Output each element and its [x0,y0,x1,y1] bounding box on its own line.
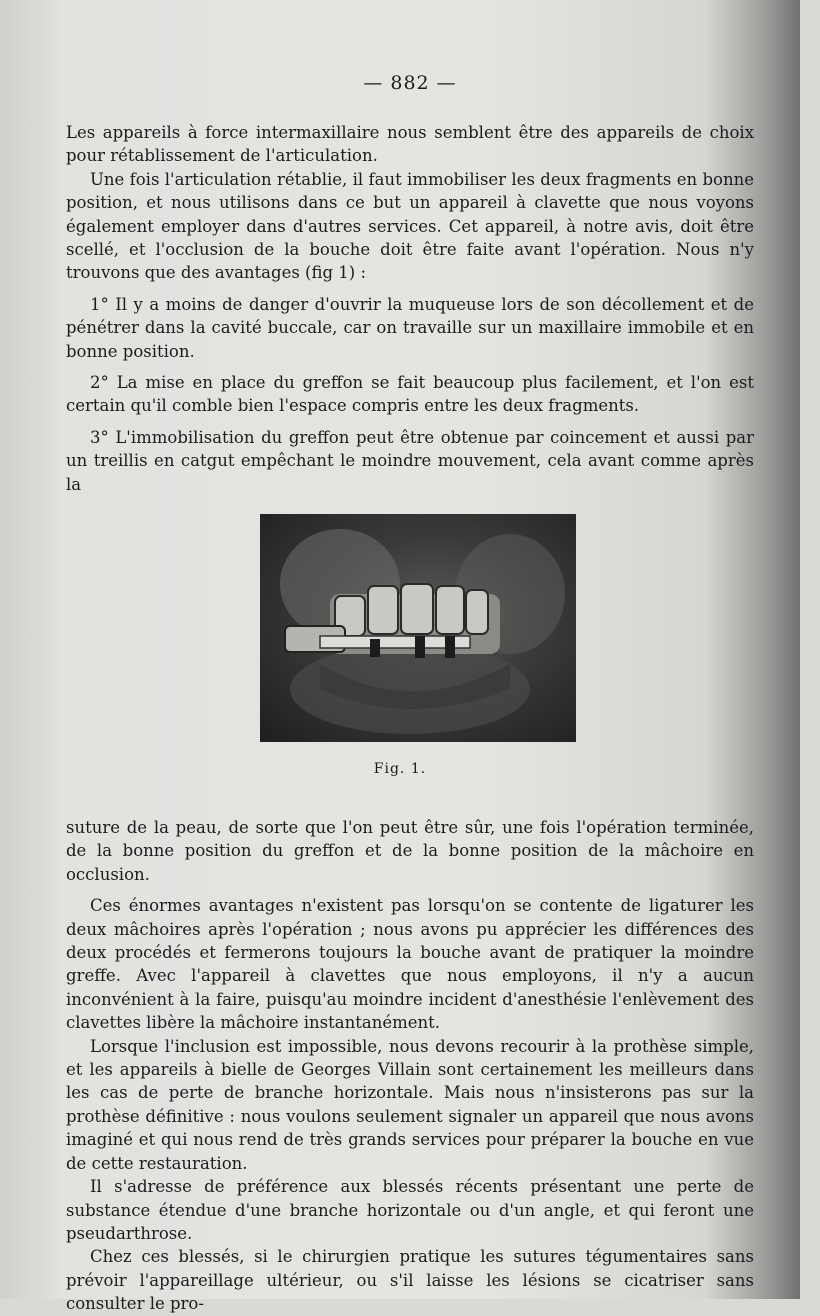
paragraph-3: 1° Il y a moins de danger d'ouvrir la muqueuse lors de son décollement et de pénétrer dans la cavité buccale, car on travaille sur un maxillaire immobile et en bonne position. [66,294,754,361]
paragraph-9: Il s'adresse de préférence aux blessés récents présentant une perte de substance étendue d'une branche horizontale ou d'un angle, et qui feront une pseudarthrose. [66,1177,754,1243]
paragraph-7: Ces énormes avantages n'existent pas lorsqu'on se contente de ligaturer les deux mâchoires après l'opération ; nous avons pu apprécier les différences des deux procédés et fermerons toujours la bouche avant de pratiquer la moindre greffe. Avec l'appareil à clavettes que nous employons, il n'y a aucun inconvénient à la faire, puisqu'au moindre incident d'anesthésie l'enlèvement des clavettes libère la mâchoire instantanément. [66,896,754,1033]
page-number: — 882 — [363,72,457,94]
paragraph-8: Lorsque l'inclusion est impossible, nous devons recourir à la prothèse simple, et les appareils à bielle de Georges Villain sont certainement les meilleurs dans les cas de perte de branche horizontale. Mais nous n'insisterons pas sur la prothèse définitive : nous voulons seulement signaler un appareil que nous avons imaginé et qui nous rend de très grands services pour préparer la bouche en vue de cette restauration. [66,1036,754,1173]
paragraph-10: Chez ces blessés, si le chirurgien pratique les sutures tégumentaires sans prévoir l'appareillage ultérieur, ou s'il laisse les lésions se cicatriser sans consulter le pro- [66,1247,754,1314]
dental-appliance-illustration [260,514,576,742]
paragraph-2: Une fois l'articulation rétablie, il faut immobiliser les deux fragments en bonne position, et nous utilisons dans ce but un appareil à clavette que nous voyons également employer dans d'autres services. Cet appareil, à notre avis, doit être scellé, et l'occlusion de la bouche doit être faite avant l'opération. Nous n'y trouvons que des avantages (fig 1) : [66,169,754,283]
figure-caption: Fig. 1. [373,761,427,777]
figure-photo-dental-appliance [260,514,576,742]
paragraph-1: Les appareils à force intermaxillaire nous semblent être des appareils de choix pour rétablissement de l'articulation. [66,123,754,166]
top-text-block [66,121,754,496]
paragraph-4: 2° La mise en place du greffon se fait beaucoup plus facilement, et l'on est certain qu'il comble bien l'espace compris entre les deux fragments. [66,373,754,416]
paragraph-5: 3° L'immobilisation du greffon peut être obtenue par coincement et aussi par un treillis en catgut empêchant le moindre mouvement, cela avant comme après la [66,427,754,494]
paragraph-6: suture de la peau, de sorte que l'on peut être sûr, une fois l'opération terminée, de la bonne position du greffon et de la bonne position de la mâchoire en occlusion. [66,818,754,884]
bottom-text-block [66,816,754,1316]
